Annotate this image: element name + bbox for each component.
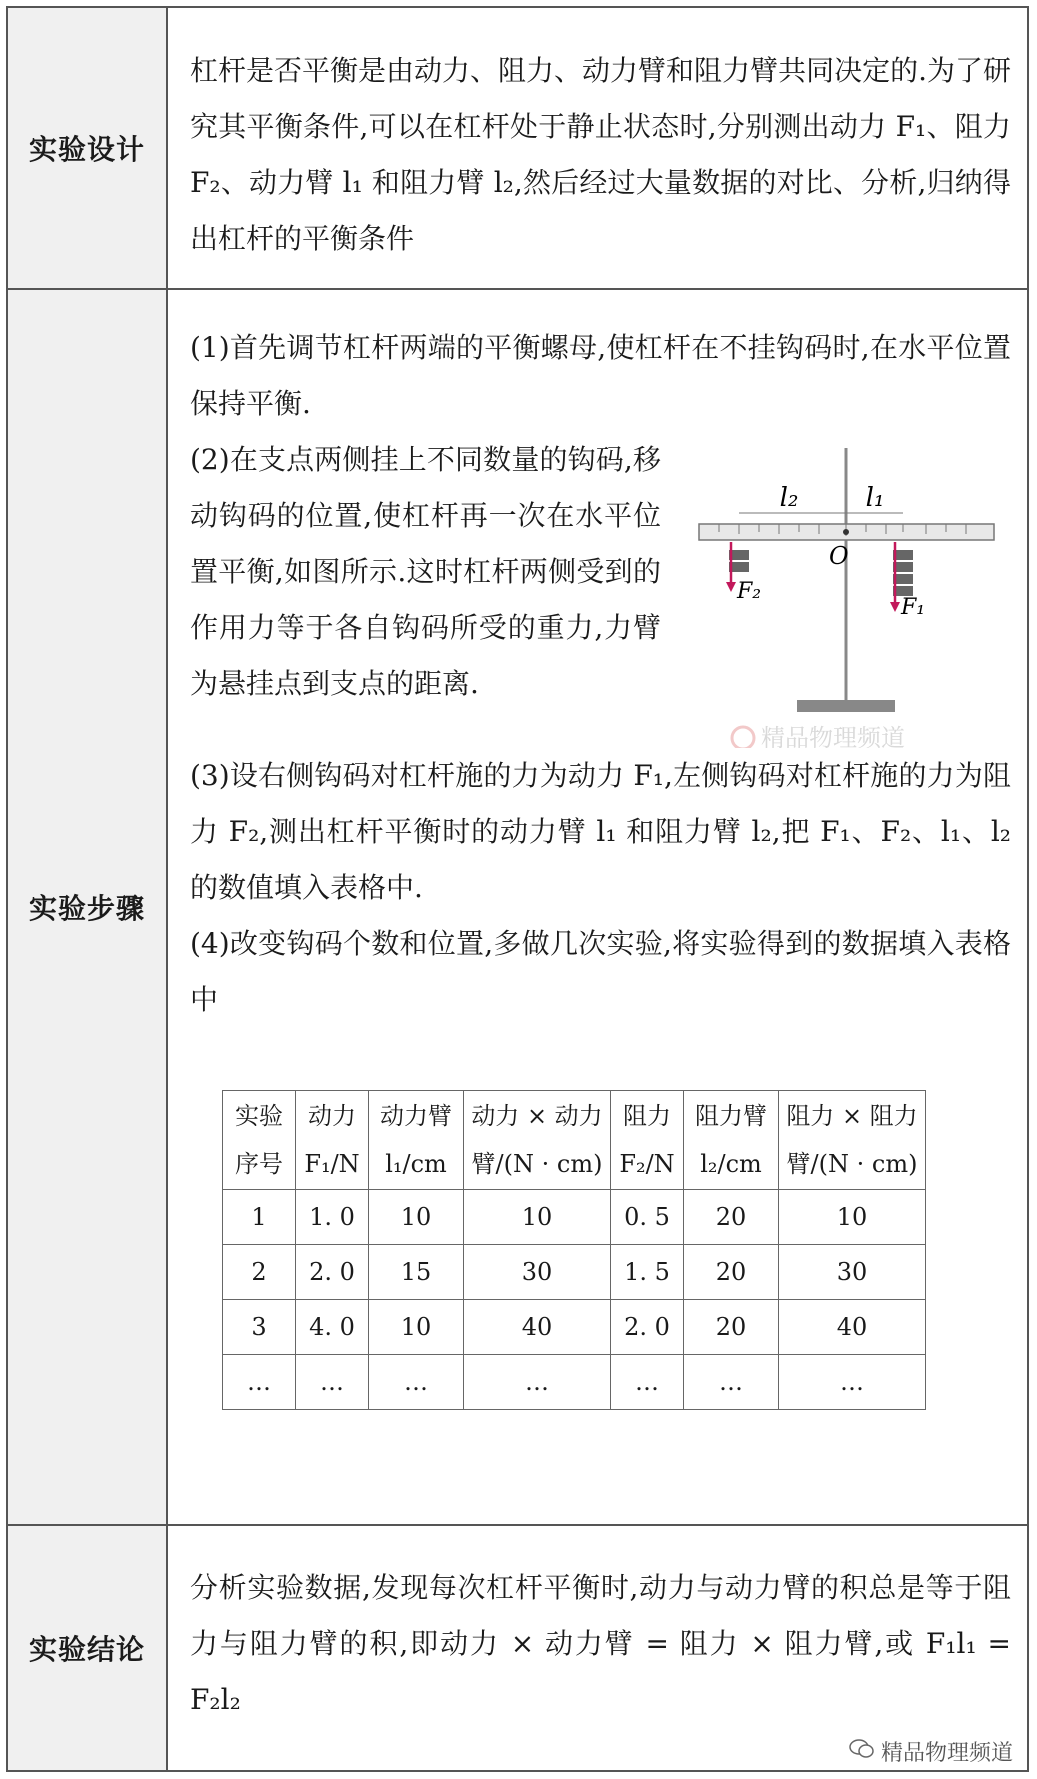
footer-watermark <box>849 1736 1013 1767</box>
watermark-logo <box>732 727 754 748</box>
f1-arrowhead <box>890 602 900 612</box>
table-cell: 40 <box>464 1300 611 1355</box>
figure-watermark: 精品物理频道 <box>761 724 905 748</box>
table-cell: … <box>223 1355 296 1410</box>
header-cell: 阻力 F₂/N <box>611 1091 684 1190</box>
pivot-label: O <box>829 542 849 570</box>
conclusion-content <box>168 1526 1027 1770</box>
data-table <box>222 1090 926 1410</box>
lever-diagram <box>689 438 1011 748</box>
table-cell: 2 <box>223 1245 296 1300</box>
table-cell: … <box>296 1355 369 1410</box>
table-row <box>223 1355 926 1410</box>
table-cell: 2. 0 <box>296 1245 369 1300</box>
design-text: 杠杆是否平衡是由动力、阻力、动力臂和阻力臂共同决定的.为了研究其平衡条件,可以在杠杆处于静止状态时,分别测出动力 F₁、阻力 F₂、动力臂 l₁ 和阻力臂 l₂,然后经过大量数据的对比、分析,归纳得出杠杆的平衡条件 <box>190 54 1011 255</box>
steps-label: 实验步骤 <box>8 290 168 1524</box>
table-cell: 20 <box>684 1190 779 1245</box>
table-cell: … <box>464 1355 611 1410</box>
table-cell: 10 <box>464 1190 611 1245</box>
wechat-icon <box>849 1738 875 1766</box>
header-cell: 阻力 × 阻力 臂/(N · cm) <box>779 1091 926 1190</box>
table-cell: … <box>779 1355 926 1410</box>
f2-label: F₂ <box>737 579 762 604</box>
table-cell: 2. 0 <box>611 1300 684 1355</box>
f1-label: F₁ <box>901 595 926 620</box>
step-4-text: (4)改变钩码个数和位置,多做几次实验,将实验得到的数据填入表格中 <box>190 927 1011 1016</box>
table-cell: 20 <box>684 1245 779 1300</box>
footer-watermark-text: 精品物理频道 <box>880 1741 1013 1766</box>
step-3-text: (3)设右侧钩码对杠杆施的力为动力 F₁,左侧钩码对杠杆施的力为阻力 F₂,测出杠杆平衡时的动力臂 l₁ 和阻力臂 l₂,把 F₁、F₂、l₁、l₂ 的数值填入表格中. <box>190 759 1011 904</box>
table-cell: 1. 5 <box>611 1245 684 1300</box>
table-cell: 1. 0 <box>296 1190 369 1245</box>
l1-label: l₁ <box>865 483 885 513</box>
conclusion-text: 分析实验数据,发现每次杠杆平衡时,动力与动力臂的积总是等于阻力与阻力臂的积,即动力 × 动力臂 = 阻力 × 阻力臂,或 F₁l₁ = F₂l₂ <box>190 1571 1011 1716</box>
table-cell: … <box>611 1355 684 1410</box>
table-row <box>223 1190 926 1245</box>
header-cell: 阻力臂 l₂/cm <box>684 1091 779 1190</box>
pivot-point <box>843 529 849 535</box>
lever-figure <box>689 438 1011 748</box>
step-2-text: (2)在支点两侧挂上不同数量的钩码,移动钩码的位置,使杠杆再一次在水平位置平衡,如图所示.这时杠杆两侧受到的作用力等于各自钩码所受的重力,力臂为悬挂点到支点的距离. <box>190 443 661 700</box>
l2-label: l₂ <box>779 483 799 513</box>
table-cell: 10 <box>779 1190 926 1245</box>
table-cell: 1 <box>223 1190 296 1245</box>
table-cell: … <box>369 1355 464 1410</box>
steps-row <box>8 290 1027 1526</box>
header-cell: 动力 F₁/N <box>296 1091 369 1190</box>
table-cell: 10 <box>369 1190 464 1245</box>
table-row <box>223 1245 926 1300</box>
header-cell: 动力臂 l₁/cm <box>369 1091 464 1190</box>
conclusion-label: 实验结论 <box>8 1526 168 1770</box>
table-cell: 30 <box>779 1245 926 1300</box>
header-cell: 动力 × 动力 臂/(N · cm) <box>464 1091 611 1190</box>
table-cell: 10 <box>369 1300 464 1355</box>
table-cell: 4. 0 <box>296 1300 369 1355</box>
stand-base <box>797 700 895 712</box>
table-header-row <box>223 1091 926 1190</box>
table-cell: 30 <box>464 1245 611 1300</box>
header-cell: 实验 序号 <box>223 1091 296 1190</box>
table-row <box>223 1300 926 1355</box>
steps-content <box>168 290 1027 1524</box>
step-1-text: (1)首先调节杠杆两端的平衡螺母,使杠杆在不挂钩码时,在水平位置保持平衡. <box>190 331 1011 420</box>
design-content <box>168 8 1027 288</box>
design-label: 实验设计 <box>8 8 168 288</box>
table-cell: 3 <box>223 1300 296 1355</box>
table-cell: 0. 5 <box>611 1190 684 1245</box>
table-cell: 20 <box>684 1300 779 1355</box>
table-cell: 40 <box>779 1300 926 1355</box>
experiment-table <box>6 6 1029 1772</box>
table-cell: … <box>684 1355 779 1410</box>
design-row <box>8 8 1027 290</box>
f2-arrowhead <box>726 582 736 592</box>
table-cell: 15 <box>369 1245 464 1300</box>
conclusion-row <box>8 1526 1027 1770</box>
